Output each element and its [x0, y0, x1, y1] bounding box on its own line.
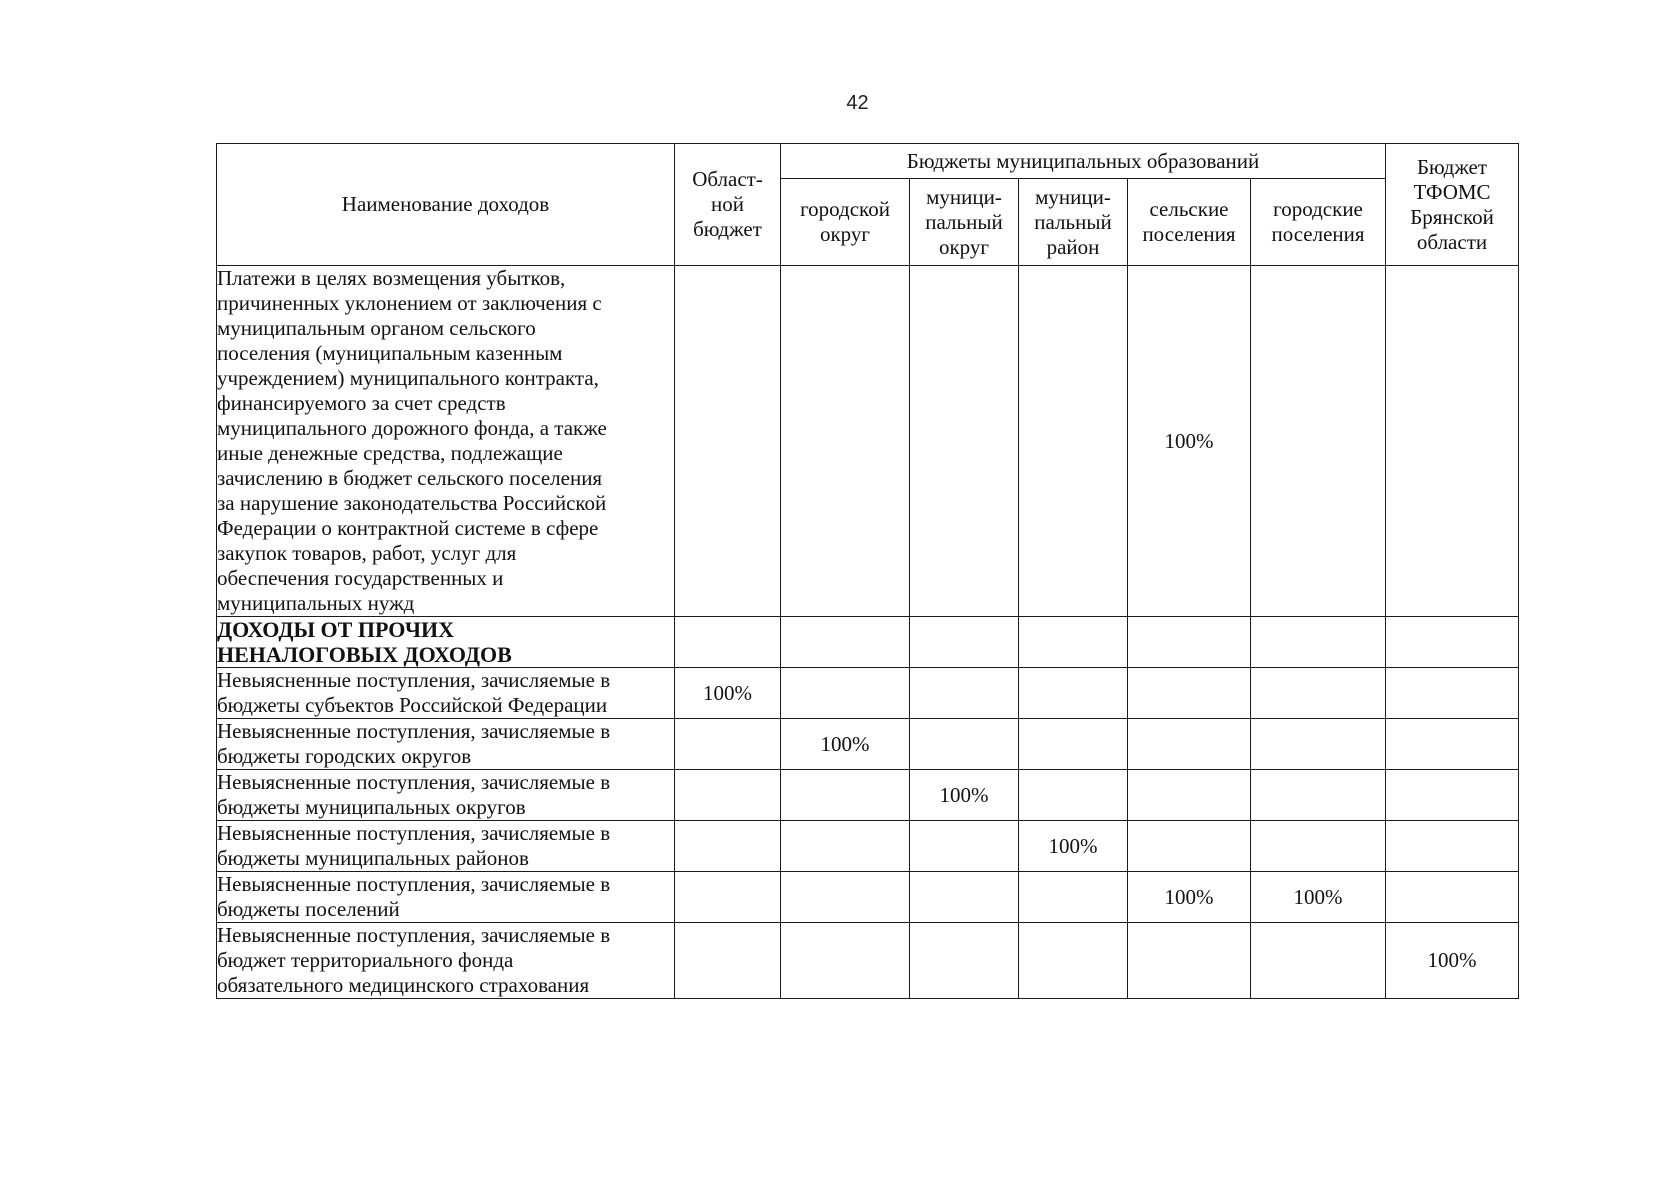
cell-tfoms: [1386, 266, 1519, 617]
table-row: [217, 821, 1519, 872]
cell-municipal-district: [910, 872, 1019, 923]
cell-regional: [675, 923, 781, 999]
cell-regional: [675, 821, 781, 872]
cell-municipal-district: [910, 719, 1019, 770]
cell-tfoms: [1386, 770, 1519, 821]
table-row-section: [217, 617, 1519, 668]
cell-city-district: 100%: [781, 719, 910, 770]
cell-municipal-area: [1019, 266, 1128, 617]
row-name: Платежи в целях возмещения убытков, причиненных уклонением от заключения с муниципальным органом сельского поселения (муниципальным казенным учреждением) муниципального контракта, финансируемого за счет средств муниципального дорожного фонда, а также иные денежные средства, подлежащие зачислению в бюджет сельского поселения за нарушение законодательства Российской Федерации о контрактной системе в сфере закупок товаров, работ, услуг для обеспечения государственных и муниципальных нужд: [217, 266, 675, 617]
cell-city-district: [781, 821, 910, 872]
cell-rural: [1128, 770, 1251, 821]
row-name: Невыясненные поступления, зачисляемые в бюджеты поселений: [217, 872, 675, 923]
cell-municipal-area: [1019, 719, 1128, 770]
cell-regional: [675, 266, 781, 617]
header-municipal-budgets: Бюджеты муниципальных образований: [781, 144, 1386, 179]
cell-city-district: [781, 617, 910, 668]
cell-rural: [1128, 668, 1251, 719]
table-row: [217, 668, 1519, 719]
cell-urban: [1251, 668, 1386, 719]
row-name: Невыясненные поступления, зачисляемые в бюджет территориального фонда обязательного медицинского страхования: [217, 923, 675, 999]
cell-regional: [675, 872, 781, 923]
cell-tfoms: [1386, 821, 1519, 872]
cell-urban: [1251, 770, 1386, 821]
cell-municipal-district: [910, 617, 1019, 668]
cell-urban: [1251, 719, 1386, 770]
header-income-name: Наименование доходов: [217, 144, 675, 266]
cell-municipal-area: [1019, 617, 1128, 668]
row-name: Невыясненные поступления, зачисляемые в бюджеты муниципальных округов: [217, 770, 675, 821]
cell-urban: [1251, 266, 1386, 617]
cell-municipal-area: [1019, 923, 1128, 999]
cell-municipal-area: [1019, 770, 1128, 821]
cell-urban: 100%: [1251, 872, 1386, 923]
cell-rural: 100%: [1128, 266, 1251, 617]
section-heading: ДОХОДЫ ОТ ПРОЧИХ НЕНАЛОГОВЫХ ДОХОДОВ: [217, 617, 675, 668]
cell-regional: [675, 770, 781, 821]
cell-tfoms: [1386, 719, 1519, 770]
cell-municipal-area: [1019, 668, 1128, 719]
row-name: Невыясненные поступления, зачисляемые в бюджеты субъектов Российской Федерации: [217, 668, 675, 719]
cell-city-district: [781, 770, 910, 821]
cell-city-district: [781, 266, 910, 617]
cell-tfoms: [1386, 668, 1519, 719]
income-distribution-table: [216, 143, 1519, 999]
cell-municipal-area: [1019, 872, 1128, 923]
cell-rural: 100%: [1128, 872, 1251, 923]
cell-regional: [675, 617, 781, 668]
cell-city-district: [781, 923, 910, 999]
cell-rural: [1128, 923, 1251, 999]
cell-municipal-district: 100%: [910, 770, 1019, 821]
table-row: [217, 872, 1519, 923]
cell-regional: 100%: [675, 668, 781, 719]
table-row: [217, 719, 1519, 770]
cell-rural: [1128, 719, 1251, 770]
page-number: 42: [846, 92, 869, 114]
table-row: [217, 266, 1519, 617]
cell-regional: [675, 719, 781, 770]
table-row: [217, 923, 1519, 999]
cell-tfoms: 100%: [1386, 923, 1519, 999]
cell-urban: [1251, 923, 1386, 999]
header-tfoms-budget: Бюджет ТФОМС Брянской области: [1386, 144, 1519, 266]
header-city-district: городской округ: [781, 179, 910, 266]
header-municipal-district: муници- пальный округ: [910, 179, 1019, 266]
header-urban-settlements: городские поселения: [1251, 179, 1386, 266]
header-rural-settlements: сельские поселения: [1128, 179, 1251, 266]
cell-tfoms: [1386, 617, 1519, 668]
cell-municipal-district: [910, 668, 1019, 719]
cell-urban: [1251, 821, 1386, 872]
cell-city-district: [781, 872, 910, 923]
row-name: Невыясненные поступления, зачисляемые в бюджеты городских округов: [217, 719, 675, 770]
header-municipal-area: муници- пальный район: [1019, 179, 1128, 266]
row-name: Невыясненные поступления, зачисляемые в бюджеты муниципальных районов: [217, 821, 675, 872]
cell-municipal-district: [910, 266, 1019, 617]
cell-rural: [1128, 617, 1251, 668]
cell-rural: [1128, 821, 1251, 872]
cell-urban: [1251, 617, 1386, 668]
header-regional-budget: Област- ной бюджет: [675, 144, 781, 266]
cell-city-district: [781, 668, 910, 719]
cell-municipal-district: [910, 821, 1019, 872]
cell-municipal-district: [910, 923, 1019, 999]
cell-tfoms: [1386, 872, 1519, 923]
cell-municipal-area: 100%: [1019, 821, 1128, 872]
table-row: [217, 770, 1519, 821]
